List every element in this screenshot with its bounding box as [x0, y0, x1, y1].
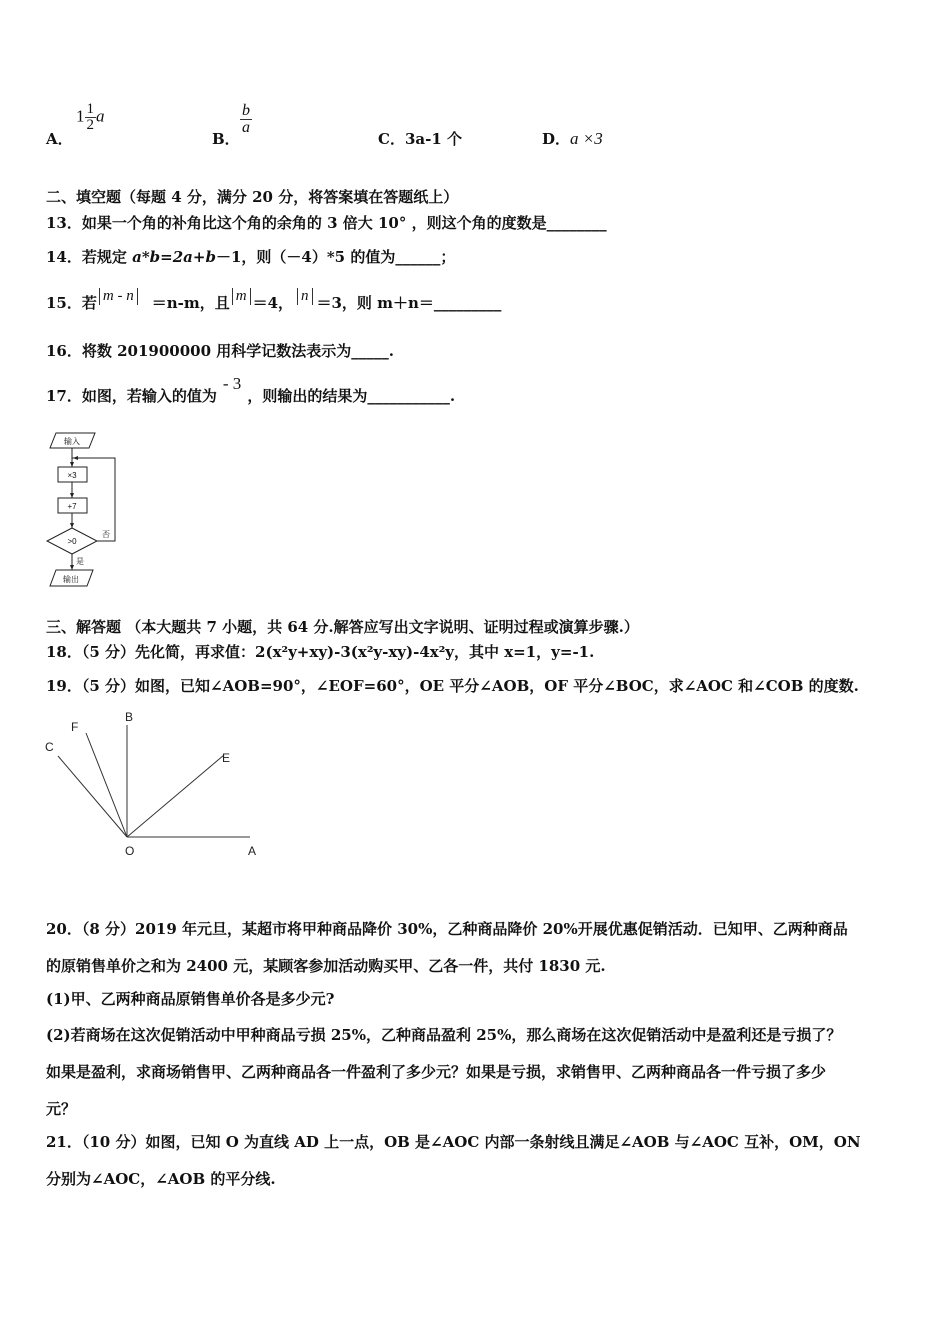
label-o: O [125, 844, 135, 858]
flowchart-no-label: 否 [102, 530, 110, 539]
angle-figure [40, 705, 270, 865]
label-b: B [125, 710, 134, 724]
question-21-line2: 分别为∠AOC，∠AOB 的平分线. [46, 1170, 276, 1188]
ray-oc [58, 756, 127, 837]
flowchart-output-label: 输出 [63, 575, 79, 584]
section3-heading: 三、解答题 （本大题共 7 小题，共 64 分.解答应写出文字说明、证明过程或演算步骤.） [46, 618, 639, 636]
flowchart-yes-label: 是 [76, 557, 84, 566]
question-18 [46, 641, 594, 662]
flowchart-times3-label: ×3 [67, 471, 77, 480]
q14-prefix: 14．若规定 [46, 248, 133, 266]
label-e: E [222, 751, 231, 765]
choice-d-label: D． [542, 130, 571, 148]
question-19: 19．（5 分）如图，已知∠AOB=90°，∠EOF=60°，OE 平分∠AOB，OF 平分∠BOC，求∠AOC 和∠COB 的度数. [46, 677, 859, 695]
q15-abs-n: n [297, 288, 313, 305]
question-20-part2-line1: (2)若商场在这次促销活动中甲种商品亏损 25%，乙种商品盈利 25%，那么商场在这次促销活动中是盈利还是亏损了？ [46, 1026, 842, 1044]
label-c: C [45, 740, 54, 754]
choice-b [212, 128, 240, 149]
question-17 [46, 374, 456, 406]
q15-abs-m-minus-n: m - n [99, 288, 138, 305]
q14-formula: a*b=2a+b [132, 248, 216, 266]
q15-mid1: ＝n-m，且 [151, 294, 230, 312]
q17-value: - 3 [222, 374, 242, 393]
q15-mid2: ＝4， [252, 294, 293, 312]
choice-d [542, 128, 603, 149]
q17-prefix: 17．如图，若输入的值为 [46, 387, 217, 405]
question-15 [46, 288, 502, 313]
question-13: 13．如果一个角的补角比这个角的余角的 3 倍大 10° ，则这个角的度数是________ [46, 214, 607, 232]
choice-a-mixed-number [76, 102, 105, 133]
q18-expression: 2(x²y+xy)-3(x²y-xy)-4x²y [255, 643, 454, 661]
label-a: A [248, 844, 257, 858]
question-20-part2-line2: 如果是盈利，求商场销售甲、乙两种商品各一件盈利了多少元？如果是亏损，求销售甲、乙两种商品各一件亏损了多少 [46, 1063, 827, 1081]
flowchart-plus7-label: +7 [67, 502, 77, 511]
ray-oe [127, 755, 224, 837]
q18-suffix: ，其中 x=1，y=-1. [454, 643, 595, 661]
choice-a-label: A． [46, 130, 73, 148]
choice-a-variable: a [96, 106, 105, 126]
q15-suffix: ＝3，则 m＋n＝_________ [316, 294, 502, 312]
choice-d-text: a ×3 [570, 129, 603, 148]
choice-c-label: C． [378, 130, 405, 148]
choice-b-numerator: b [242, 102, 250, 119]
question-21-line1: 21．（10 分）如图，已知 O 为直线 AD 上一点，OB 是∠AOC 内部一条射线且满足∠AOB 与∠AOC 互补，OM，ON [46, 1133, 861, 1151]
question-20-line2: 的原销售单价之和为 2400 元，某顾客参加活动购买甲、乙各一件，共付 1830 元. [46, 957, 606, 975]
choice-a-fraction [85, 102, 97, 133]
question-16: 16．将数 201900000 用科学记数法表示为_____. [46, 342, 394, 360]
choice-a [46, 128, 73, 149]
section2-heading: 二、填空题（每题 4 分，满分 20 分，将答案填在答题纸上） [46, 188, 459, 206]
label-f: F [71, 720, 79, 734]
q15-prefix: 15．若 [46, 294, 97, 312]
choice-a-whole: 1 [76, 106, 85, 126]
choice-b-label: B． [212, 130, 240, 148]
choice-c [378, 128, 462, 149]
question-20-part1: (1)甲、乙两种商品原销售单价各是多少元? [46, 990, 335, 1008]
q14-suffix: －1，则（－4）*5 的值为______； [215, 248, 456, 266]
ray-of [86, 733, 127, 837]
flowchart-condition-label: >0 [67, 537, 77, 546]
choice-b-denominator: a [242, 119, 250, 136]
choice-a-denominator: 2 [86, 117, 94, 133]
flowchart-input-label: 输入 [64, 437, 80, 446]
flowchart [40, 428, 130, 593]
q15-abs-m: m [232, 288, 251, 305]
question-20-part2-line3: 元？ [46, 1100, 77, 1118]
choice-a-numerator: 1 [86, 101, 94, 117]
q18-prefix: 18．（5 分）先化简，再求值： [46, 643, 256, 661]
q17-suffix: ，则输出的结果为___________. [247, 387, 456, 405]
choice-b-fraction [240, 103, 252, 136]
question-20-line1: 20．（8 分）2019 年元旦，某超市将甲种商品降价 30%，乙种商品降价 20%开展优惠促销活动．已知甲、乙两种商品 [46, 920, 848, 938]
choice-c-text: 3a-1 个 [404, 130, 462, 148]
question-14 [46, 246, 455, 267]
